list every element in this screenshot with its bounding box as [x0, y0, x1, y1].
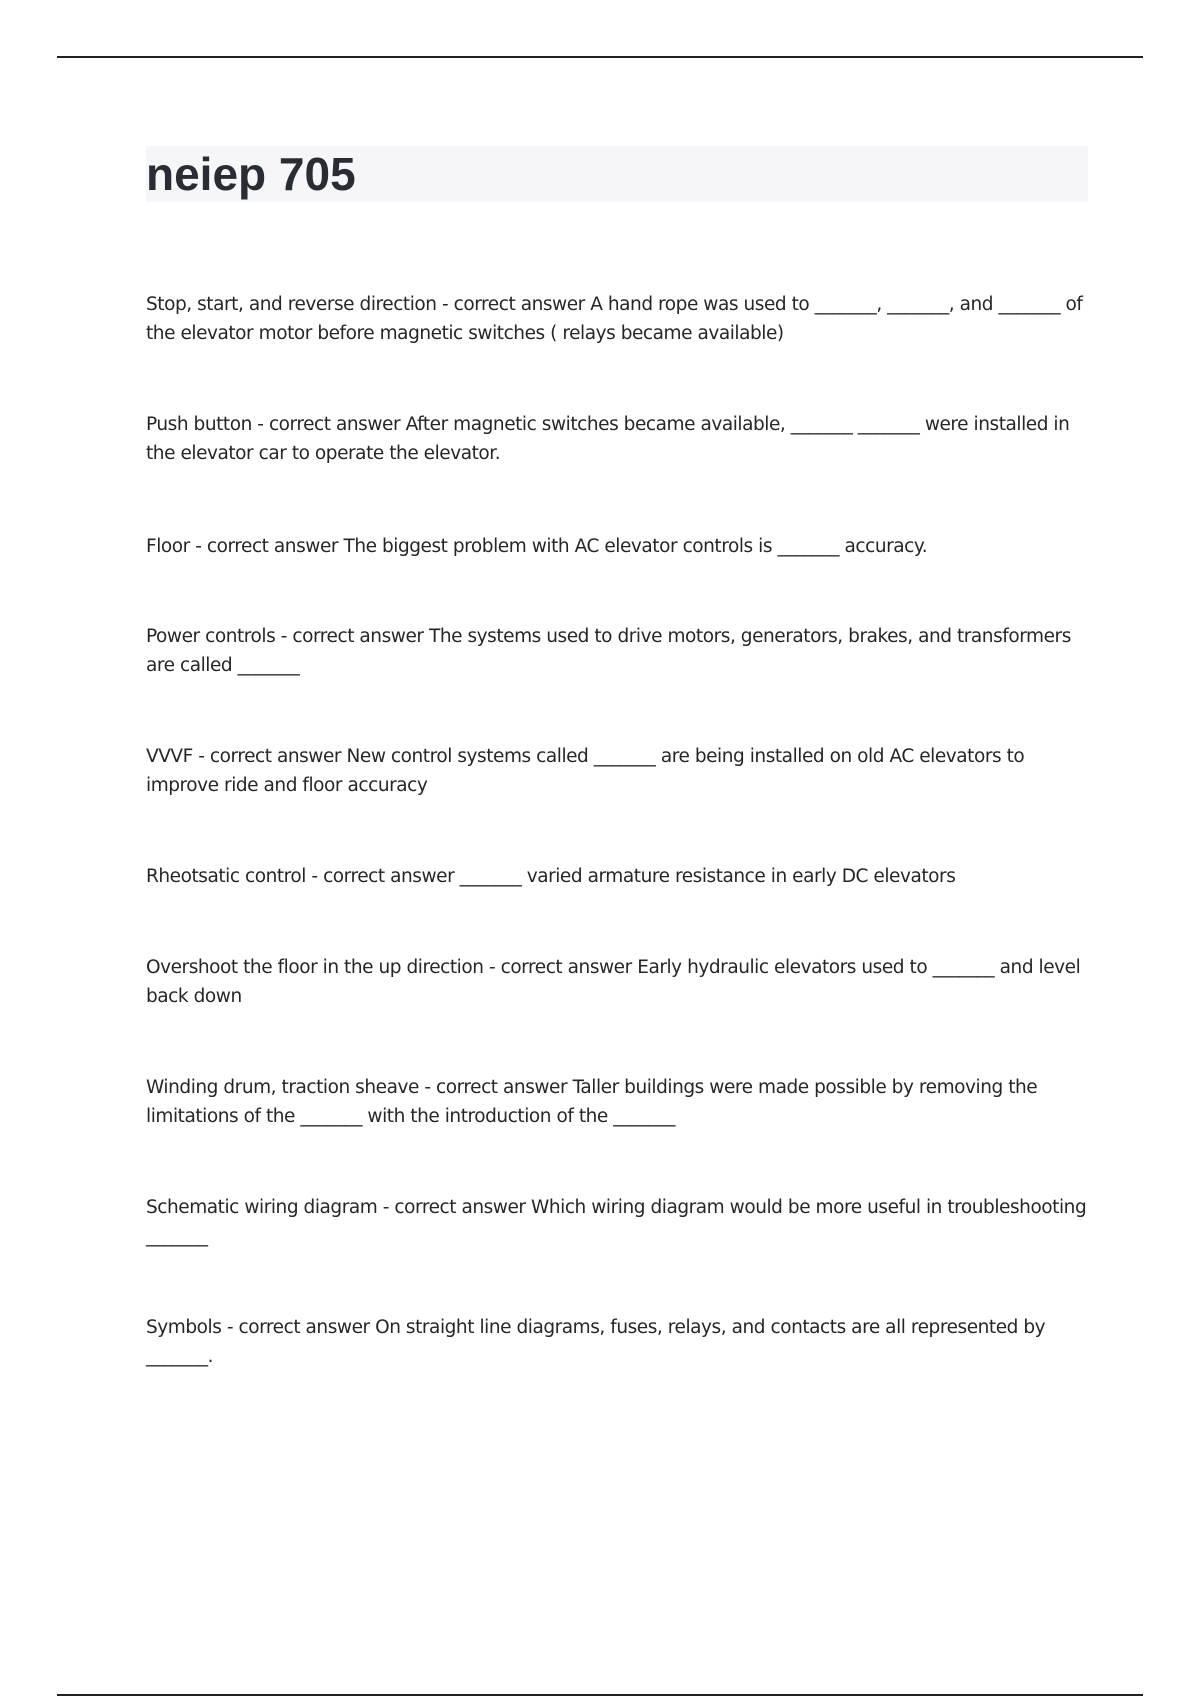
qa-item-7: Overshoot the floor in the up direction - correct answer Early hydraulic elevators used to _______ and level back down — [146, 957, 1081, 1007]
qa-item-4: Power controls - correct answer The systems used to drive motors, generators, brakes, and transformers are called _______ — [146, 626, 1071, 676]
qa-item-9: Schematic wiring diagram - correct answer Which wiring diagram would be more useful in troubleshooting _______ — [146, 1197, 1087, 1247]
bottom-rule — [57, 1694, 1143, 1696]
title-banner — [146, 146, 1088, 202]
qa-item-6: Rheotsatic control - correct answer _______ varied armature resistance in early DC elevators — [146, 866, 956, 887]
qa-item-5: VVVF - correct answer New control systems called _______ are being installed on old AC elevators to improve ride and floor accuracy — [146, 746, 1025, 796]
qa-item-8: Winding drum, traction sheave - correct answer Taller buildings were made possible by removing the limitations of the _______ with the introduction of the _______ — [146, 1077, 1038, 1127]
qa-item-10: Symbols - correct answer On straight line diagrams, fuses, relays, and contacts are all represented by _______. — [146, 1317, 1046, 1367]
top-rule — [57, 56, 1143, 58]
qa-item-2: Push button - correct answer After magnetic switches became available, _______ _______ were installed in the elevator car to operate the elevator. — [146, 414, 1070, 464]
qa-item-3: Floor - correct answer The biggest problem with AC elevator controls is _______ accuracy. — [146, 536, 928, 557]
qa-item-1: Stop, start, and reverse direction - correct answer A hand rope was used to _______, _______, and _______ of the elevator motor before magnetic switches ( relays became available) — [146, 294, 1083, 344]
page-title: neiep 705 — [146, 148, 356, 200]
